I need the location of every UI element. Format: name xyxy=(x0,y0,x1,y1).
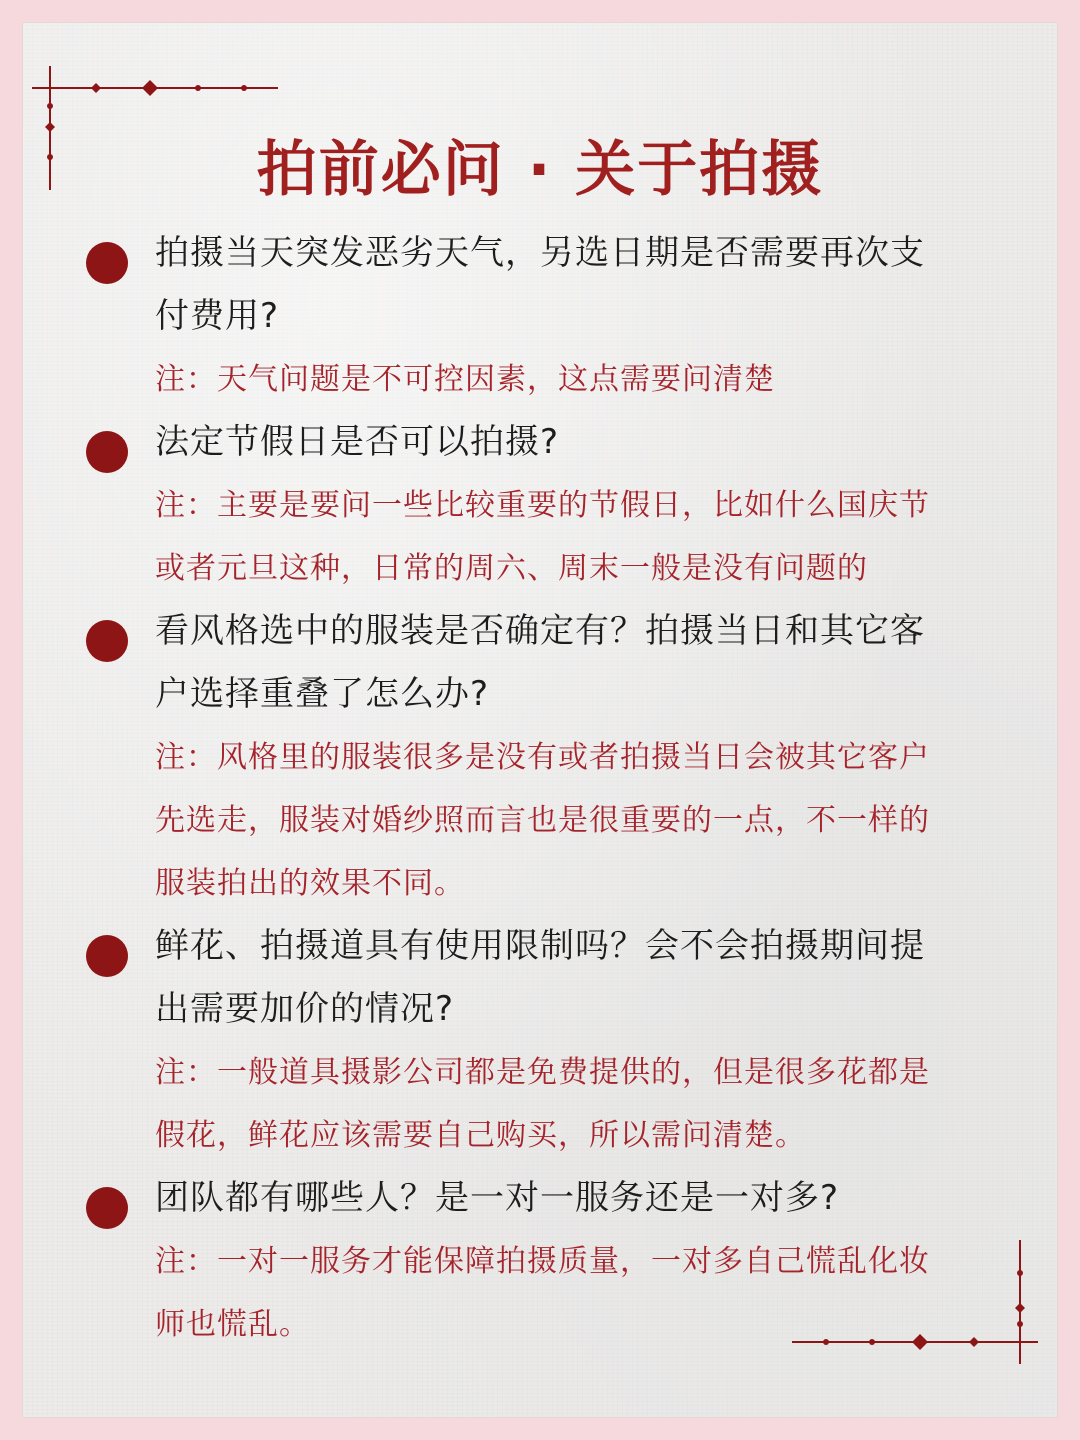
faq-item xyxy=(82,222,942,411)
faq-item xyxy=(82,915,942,1167)
faq-list xyxy=(82,222,942,1356)
paper-background xyxy=(22,22,1058,1418)
faq-note: 注：天气问题是不可控因素，这点需要问清楚 xyxy=(155,362,775,397)
faq-question: 拍摄当天突发恶劣天气，另选日期是否需要再次支付费用? xyxy=(155,233,925,336)
faq-question: 看风格选中的服装是否确定有？拍摄当日和其它客户选择重叠了怎么办? xyxy=(155,611,925,714)
bullet-dot-icon xyxy=(86,242,128,284)
faq-item xyxy=(82,600,942,915)
bullet-dot-icon xyxy=(86,620,128,662)
faq-question: 法定节假日是否可以拍摄? xyxy=(155,422,560,462)
faq-note: 注：一般道具摄影公司都是免费提供的，但是很多花都是假花，鲜花应该需要自己购买，所以需问清楚。 xyxy=(155,1055,930,1153)
bullet-dot-icon xyxy=(86,1187,128,1229)
faq-note: 注：一对一服务才能保障拍摄质量，一对多自己慌乱化妆师也慌乱。 xyxy=(155,1244,930,1342)
faq-item xyxy=(82,411,942,600)
bullet-dot-icon xyxy=(86,431,128,473)
faq-question: 团队都有哪些人？是一对一服务还是一对多? xyxy=(155,1178,840,1218)
page-title: 拍前必问 · 关于拍摄 xyxy=(256,135,824,205)
faq-note: 注：风格里的服装很多是没有或者拍摄当日会被其它客户先选走，服装对婚纱照而言也是很重要的一点，不一样的服装拍出的效果不同。 xyxy=(155,740,930,901)
faq-note: 注：主要是要问一些比较重要的节假日，比如什么国庆节或者元旦这种，日常的周六、周末一般是没有问题的 xyxy=(155,488,930,586)
bullet-dot-icon xyxy=(86,935,128,977)
faq-item xyxy=(82,1167,942,1356)
faq-question: 鲜花、拍摄道具有使用限制吗？会不会拍摄期间提出需要加价的情况? xyxy=(155,926,925,1029)
